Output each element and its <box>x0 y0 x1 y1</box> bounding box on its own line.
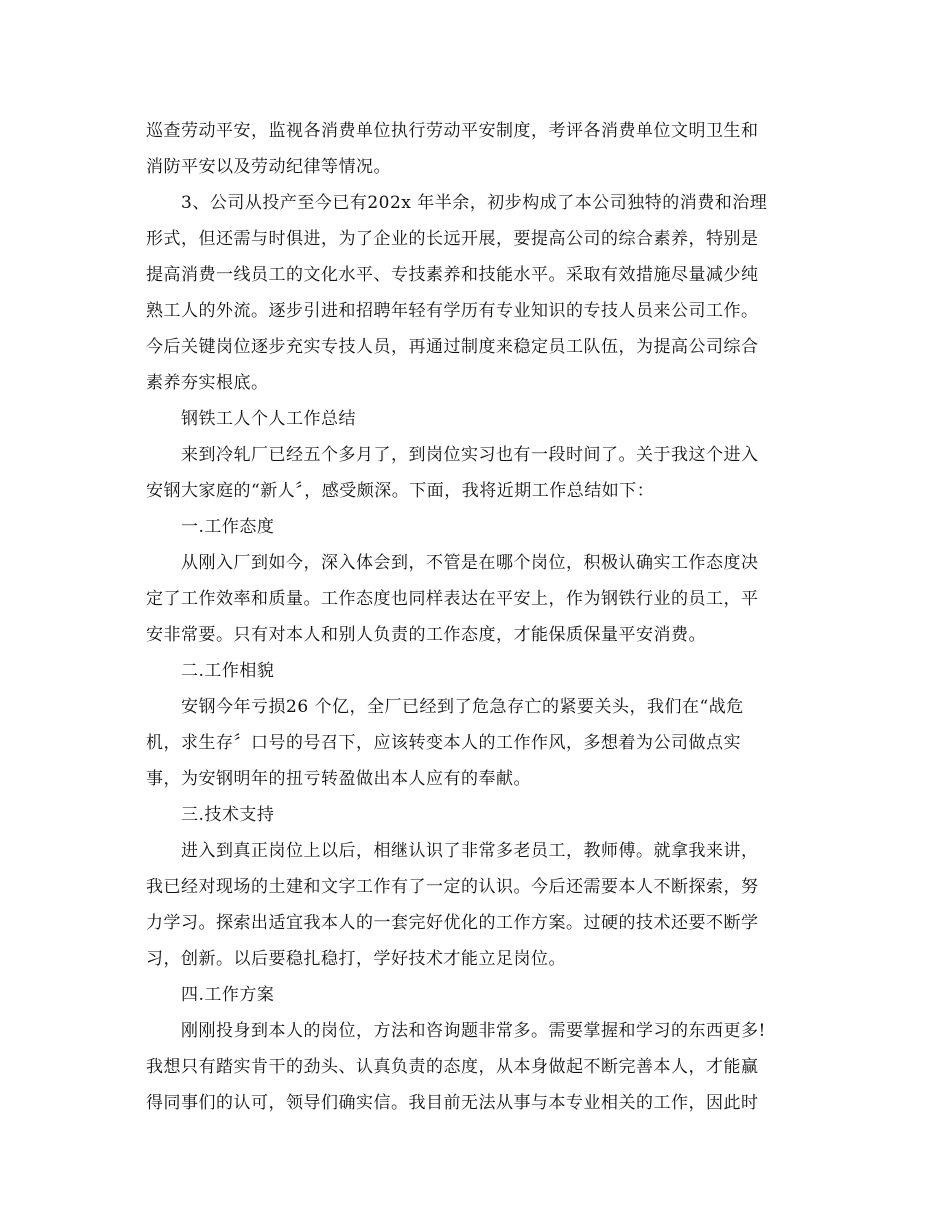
paragraph-line: 安钢今年亏损26 个亿，全厂已经到了危急存亡的紧要关头，我们在“战危 <box>181 697 744 717</box>
paragraph-line: 来到冷轧厂已经五个多月了，到岗位实习也有一段时间了。关于我这个进入 <box>181 445 759 465</box>
section-heading: 四.工作方案 <box>181 985 275 1005</box>
paragraph-line: 我已经对现场的土建和文字工作有了一定的认识。今后还需要本人不断探索，努 <box>146 877 759 897</box>
paragraph-line: 巡查劳动平安，监视各消费单位执行劳动平安制度，考评各消费单位文明卫生和 <box>146 121 759 141</box>
paragraph-line: 机，求生存〞口号的号召下，应该转变本人的工作作风，多想着为公司做点实 <box>146 733 741 753</box>
paragraph-line: 安钢大家庭的“新人〞，感受颇深。下面，我将近期工作总结如下： <box>146 481 655 501</box>
paragraph-line: 刚刚投身到本人的岗位，方法和咨询题非常多。需要掌握和学习的东西更多! <box>181 1021 766 1041</box>
paragraph-line: 定了工作效率和质量。工作态度也同样表达在平安上，作为钢铁行业的员工，平 <box>146 589 759 609</box>
paragraph-line: 今后关键岗位逐步充实专技人员，再通过制度来稳定员工队伍，为提高公司综合 <box>146 337 759 357</box>
paragraph-line: 进入到真正岗位上以后，相继认识了非常多老员工，教师傅。就拿我来讲， <box>181 841 759 861</box>
section-heading: 三.技术支持 <box>181 805 275 825</box>
paragraph-line: 事，为安钢明年的扭亏转盈做出本人应有的奉献。 <box>146 769 531 789</box>
paragraph-line: 我想只有踏实肯干的劲头、认真负责的态度，从本身做起不断完善本人，才能赢 <box>146 1057 759 1077</box>
section-heading: 一.工作态度 <box>181 517 275 537</box>
paragraph-line: 力学习。探索出适宜我本人的一套完好优化的工作方案。过硬的技术还要不断学 <box>146 913 759 933</box>
paragraph-line: 得同事们的认可，领导们确实信。我目前无法从事与本专业相关的工作，因此时 <box>146 1093 759 1113</box>
section-heading: 钢铁工人个人工作总结 <box>181 409 356 429</box>
paragraph-line: 安非常要。只有对本人和别人负责的工作态度，才能保质保量平安消费。 <box>146 625 706 645</box>
paragraph-line: 熟工人的外流。逐步引进和招聘年轻有学历有专业知识的专技人员来公司工作。 <box>146 301 759 321</box>
paragraph-line: 3、公司从投产至今已有202x 年半余，初步构成了本公司独特的消费和治理 <box>181 193 768 213</box>
paragraph-line: 习，创新。以后要稳扎稳打，学好技术才能立足岗位。 <box>146 949 566 969</box>
section-heading: 二.工作相貌 <box>181 661 275 681</box>
paragraph-line: 消防平安以及劳动纪律等情况。 <box>146 157 391 177</box>
paragraph-line: 素养夯实根底。 <box>146 373 269 393</box>
paragraph-line: 从刚入厂到如今，深入体会到，不管是在哪个岗位，积极认确实工作态度决 <box>181 553 759 573</box>
paragraph-line: 提高消费一线员工的文化水平、专技素养和技能水平。采取有效措施尽量减少纯 <box>146 265 759 285</box>
paragraph-line: 形式，但还需与时俱进，为了企业的长远开展，要提高公司的综合素养，特别是 <box>146 229 759 249</box>
